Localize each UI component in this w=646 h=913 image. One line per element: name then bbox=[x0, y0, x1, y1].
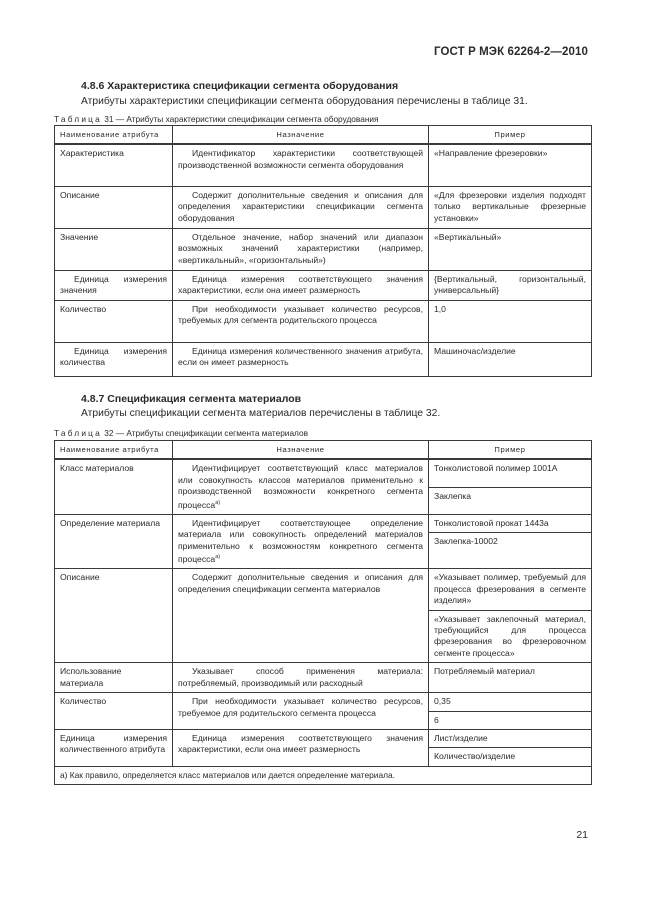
attribute-example: «Направление фрезеровки» bbox=[429, 144, 592, 186]
table-footnote: а) Как правило, определяется класс материалов или дается определение материала. bbox=[55, 766, 592, 784]
attribute-name: Класс материалов bbox=[55, 459, 173, 514]
table-row bbox=[55, 459, 592, 487]
attribute-name: Количество bbox=[55, 693, 173, 730]
attribute-example: 1,0 bbox=[429, 300, 592, 342]
table-caption bbox=[54, 114, 379, 124]
attribute-name-line: Единица измерения bbox=[74, 345, 167, 356]
attribute-name-line: количества bbox=[60, 357, 105, 368]
section-title: 4.8.7 Спецификация сегмента материалов bbox=[81, 393, 302, 405]
attribute-name: Использование материала bbox=[55, 663, 173, 693]
attribute-example: {Вертикальный, горизонтальный, универсальный} bbox=[429, 270, 592, 300]
attribute-purpose: Отдельное значение, набор значений или диапазон возможных значений характеристики (например, «вертикальный», «горизонтальный») bbox=[173, 228, 429, 270]
column-header: Назначение bbox=[173, 126, 429, 145]
attribute-purpose bbox=[173, 459, 429, 514]
table-row bbox=[55, 144, 592, 186]
attribute-purpose-text: Идентифицирует соответствующее определение материала или совокупность определений материалов применительно к возможностям конкретного сегмента процесса bbox=[178, 517, 423, 564]
attribute-purpose bbox=[173, 514, 429, 568]
table-row bbox=[55, 766, 592, 784]
attribute-example: «Для фрезеровки изделия подходят только вертикальные фрезерные установки» bbox=[429, 186, 592, 228]
table-row bbox=[55, 730, 592, 748]
section-title: 4.8.6 Характеристика спецификации сегмента оборудования bbox=[81, 80, 399, 92]
attribute-purpose: Содержит дополнительные сведения и описания для определения характеристики спецификации сегмента оборудования bbox=[173, 186, 429, 228]
attribute-purpose: Единица измерения количественного значения атрибута, если он имеет размерность bbox=[173, 342, 429, 376]
table-caption bbox=[54, 428, 308, 438]
attribute-example: Тонколистовой прокат 1443a bbox=[429, 514, 592, 532]
attribute-example: Заклепка-10002 bbox=[429, 533, 592, 569]
footnote-marker: а) bbox=[215, 554, 221, 561]
column-header: Пример bbox=[429, 126, 592, 145]
table-row bbox=[55, 693, 592, 711]
caption-text: 32 — Атрибуты спецификации сегмента материалов bbox=[101, 428, 309, 438]
attribute-example: Потребляемый материал bbox=[429, 663, 592, 693]
caption-word: Таблица bbox=[54, 114, 102, 124]
table-row bbox=[55, 663, 592, 693]
column-header: Пример bbox=[429, 441, 592, 460]
attribute-name: Единица измерения количественного атрибута bbox=[55, 730, 173, 767]
attribute-example: Количество/изделие bbox=[429, 748, 592, 766]
caption-word: Таблица bbox=[54, 428, 102, 438]
footnote-marker: а) bbox=[215, 499, 221, 506]
table-31 bbox=[54, 125, 592, 377]
attribute-purpose: Идентификатор характеристики соответствующей производственной возможности сегмента оборудования bbox=[173, 144, 429, 186]
column-header: Назначение bbox=[173, 441, 429, 460]
attribute-purpose: Единица измерения соответствующего значения характеристики, если она имеет размерность bbox=[173, 270, 429, 300]
attribute-name bbox=[55, 270, 173, 300]
attribute-purpose: Содержит дополнительные сведения и описания для определения спецификации сегмента материалов bbox=[173, 569, 429, 663]
attribute-purpose: При необходимости указывает количество ресурсов, требуемое для родительского сегмента процесса bbox=[173, 693, 429, 730]
attribute-purpose: Единица измерения соответствующего значения характеристики, если она имеет размерность bbox=[173, 730, 429, 767]
table-row bbox=[55, 342, 592, 376]
table-row bbox=[55, 569, 592, 610]
table-row bbox=[55, 270, 592, 300]
attribute-example: Лист/изделие bbox=[429, 730, 592, 748]
attribute-example: Тонколистовой полимер 1001A bbox=[429, 459, 592, 487]
table-row bbox=[55, 228, 592, 270]
attribute-purpose: При необходимости указывает количество ресурсов, требуемых для сегмента родительского процесса bbox=[173, 300, 429, 342]
attribute-name: Значение bbox=[55, 228, 173, 270]
page-number: 21 bbox=[576, 829, 588, 841]
attribute-name: Описание bbox=[55, 186, 173, 228]
section-intro: Атрибуты характеристики спецификации сегмента оборудования перечислены в таблице 31. bbox=[81, 96, 528, 107]
attribute-name: Количество bbox=[55, 300, 173, 342]
attribute-purpose: Указывает способ применения материала: потребляемый, производимый или расходный bbox=[173, 663, 429, 693]
column-header: Наименование атрибута bbox=[55, 441, 173, 460]
attribute-name: Определение материала bbox=[55, 514, 173, 568]
attribute-example: 0,35 bbox=[429, 693, 592, 711]
attribute-example: Заклепка bbox=[429, 487, 592, 514]
attribute-example: «Указывает заклепочный материал, требующийся для процесса фрезерования во фрезеровочном сегменте процесса» bbox=[429, 610, 592, 663]
attribute-example: Машиночас/изделие bbox=[429, 342, 592, 376]
table-row bbox=[55, 300, 592, 342]
attribute-example: «Указывает полимер, требуемый для процесса фрезерования в сегменте изделия» bbox=[429, 569, 592, 610]
caption-text: 31 — Атрибуты характеристики спецификации сегмента оборудования bbox=[101, 114, 379, 124]
table-row bbox=[55, 514, 592, 532]
document-header: ГОСТ Р МЭК 62264-2—2010 bbox=[434, 46, 588, 58]
attribute-example: «Вертикальный» bbox=[429, 228, 592, 270]
table-32 bbox=[54, 440, 592, 785]
attribute-name: Описание bbox=[55, 569, 173, 663]
column-header: Наименование атрибута bbox=[55, 126, 173, 145]
attribute-name-line: значения bbox=[60, 285, 97, 296]
attribute-name-line: Единица измерения bbox=[74, 273, 167, 284]
table-row bbox=[55, 186, 592, 228]
section-intro: Атрибуты спецификации сегмента материалов перечислены в таблице 32. bbox=[81, 408, 441, 419]
attribute-purpose-text: Идентифицирует соответствующий класс материалов или совокупность классов материалов применительно к производственной возможности конкретного сегмента процесса bbox=[178, 463, 423, 510]
attribute-name: Характеристика bbox=[55, 144, 173, 186]
attribute-example: 6 bbox=[429, 711, 592, 729]
attribute-name bbox=[55, 342, 173, 376]
